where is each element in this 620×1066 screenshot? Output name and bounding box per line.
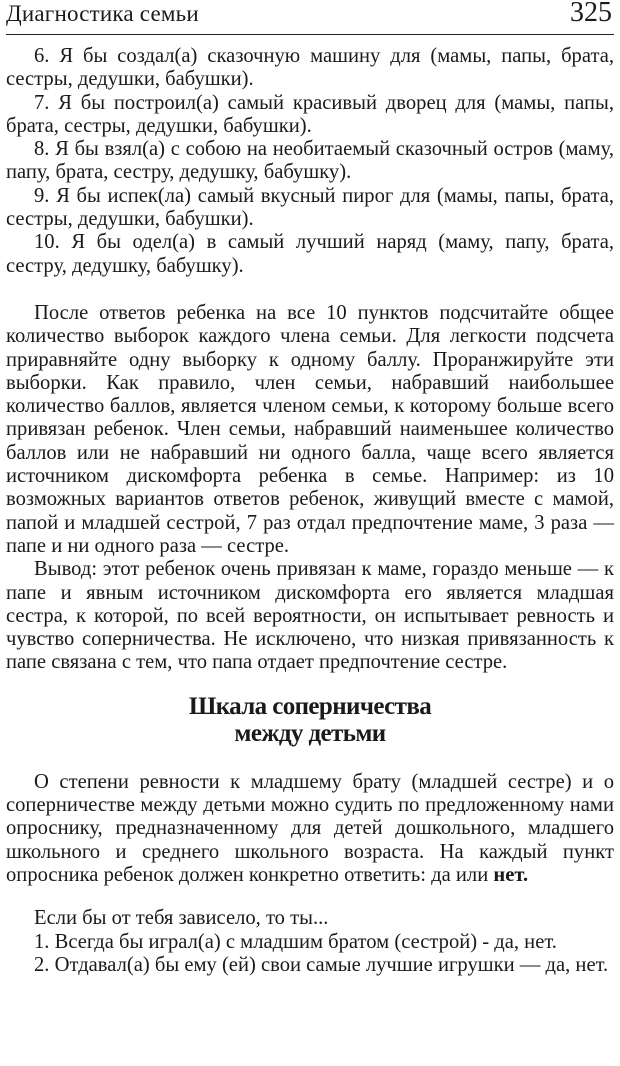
spacer: [6, 278, 614, 302]
question-item-1: 1. Всегда бы играл(а) с младшим братом (сестрой) - да, нет.: [34, 930, 557, 953]
section-heading: [6, 693, 614, 747]
section-intro-bold: нет.: [493, 863, 529, 886]
section-heading-line-1: Шкала соперничества: [188, 692, 432, 720]
spacer: [6, 887, 614, 907]
list-item-9: 9. Я бы испек(ла) самый вкусный пирог для (мамы, папы, брата, сестры, дедушки, бабушки).: [6, 184, 614, 231]
section-intro-text: О степени ревности к младшему брату (младшей сестре) и о соперничестве между детьми можно судить по предложенному нами опроснику, предназначенному для детей дошкольного, младшего школьного и среднего школьного возраста. На каждый пункт опросника ребенок должен конкретно ответить: да или: [6, 770, 614, 886]
questionnaire-list-bottom: [6, 931, 614, 978]
running-title: Диагностика семьи: [6, 1, 199, 26]
section-heading-line-2: между детьми: [234, 719, 386, 747]
list-item-6: 6. Я бы создал(а) сказочную машину для (мамы, папы, брата, сестры, дедушки, бабушки).: [6, 45, 614, 91]
list-item-10: 10. Я бы одел(а) в самый лучший наряд (маму, папу, брата, сестру, дедушку, бабушку).: [6, 231, 614, 277]
page-number: 325: [570, 0, 612, 28]
scoring-paragraph: После ответов ребенка на все 10 пунктов подсчитайте общее количество выборок каждого члена семьи. Для легкости подсчета приравняйте одну выборку к одному баллу. Проранжируйте эти выборки. Как правило, член семьи, набравший наибольшее количество баллов, является членом семьи, к которому больше всего привязан ребенок. Член семьи, набравший наименьшее количество баллов или не набравший ни одного балла, чаще всего является источником дискомфорта ребенка в семье. Например: из 10 возможных вариантов ответов ребенок, живущий вместе с мамой, папой и младшей сестрой, 7 раз отдал предпочтение маме, 3 раза — папе и ни одного раза — сестре.: [6, 301, 614, 557]
questionnaire-list-top: [6, 45, 614, 278]
list-item-7: 7. Я бы построил(а) самый красивый дворец для (мамы, папы, брата, сестры, дедушки, бабушки).: [6, 91, 614, 137]
conclusion-paragraph: Вывод: этот ребенок очень привязан к маме, гораздо меньше — к папе и явным источником дискомфорта его является младшая сестра, к которой, по всей вероятности, он испытывает ревность и чувство соперничества. Не исключено, что низкая привязанность к папе связана с тем, что папа отдает предпочтение сестре.: [6, 558, 614, 674]
running-header: [6, 0, 614, 35]
questionnaire-lead-in: Если бы от тебя зависело, то ты...: [34, 907, 329, 930]
question-item-2: 2. Отдавал(а) бы ему (ей) свои самые лучшие игрушки — да, нет.: [34, 953, 609, 976]
list-item-8: 8. Я бы взял(а) с собою на необитаемый сказочный остров (маму, папу, брата, сестру, дедушку, бабушку).: [6, 138, 614, 184]
section-intro-paragraph: [6, 771, 614, 887]
